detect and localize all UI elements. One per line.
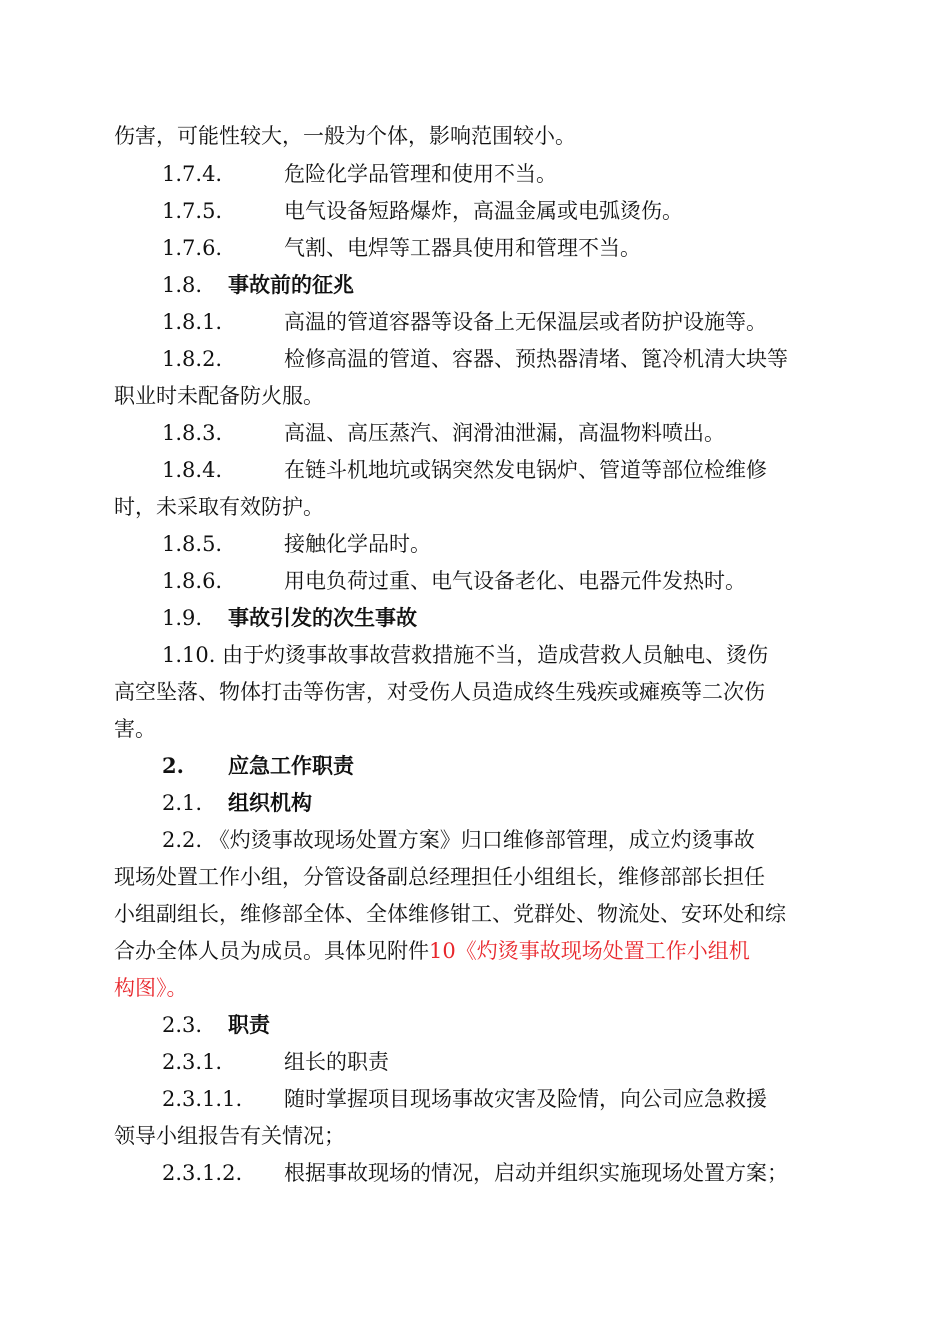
text: 现场处置工作小组，分管设备副总经理担任小组组长，维修部部长担任 — [114, 865, 765, 889]
paragraph-line — [114, 711, 844, 747]
heading-text: 事故引发的次生事故 — [228, 605, 417, 630]
item-1-8-6 — [162, 563, 892, 599]
text: 害。 — [114, 717, 156, 741]
heading-2-1 — [162, 785, 892, 821]
item-text: 高温、高压蒸汽、润滑油泄漏，高温物料喷出。 — [284, 421, 725, 445]
heading-number: 2.1. — [162, 791, 203, 815]
paragraph-line — [114, 1118, 844, 1154]
heading-1-9 — [162, 600, 892, 636]
heading-text: 事故前的征兆 — [228, 272, 354, 297]
item-text: 危险化学品管理和使用不当。 — [284, 162, 557, 186]
item-text: 高温的管道容器等设备上无保温层或者防护设施等。 — [284, 310, 767, 334]
paragraph-line — [114, 933, 844, 969]
heading-text: 职责 — [228, 1012, 270, 1037]
text: 2.2. 《灼烫事故现场处置方案》归口维修部管理，成立灼烫事故 — [162, 828, 755, 852]
text: 职业时未配备防火服。 — [114, 384, 324, 408]
paragraph-line — [114, 118, 844, 154]
text: 时，未采取有效防护。 — [114, 495, 324, 519]
paragraph-2-2 — [162, 822, 844, 858]
item-1-8-5 — [162, 526, 892, 562]
item-number: 1.8.5. — [162, 532, 223, 556]
item-number: 2.3.1.2. — [162, 1161, 243, 1185]
heading-number: 2. — [162, 753, 184, 778]
text: 合办全体人员为成员。具体见附件 — [114, 939, 429, 963]
item-text: 根据事故现场的情况，启动并组织实施现场处置方案； — [284, 1161, 788, 1185]
item-2-3-1 — [162, 1044, 892, 1080]
item-number: 1.8.2. — [162, 347, 223, 371]
text: 1.10. 由于灼烫事故事故营救措施不当，造成营救人员触电、烫伤 — [162, 643, 769, 667]
paragraph-line — [114, 970, 844, 1006]
item-number: 1.8.6. — [162, 569, 223, 593]
item-text: 组长的职责 — [284, 1050, 389, 1074]
item-number: 1.8.4. — [162, 458, 223, 482]
item-text: 气割、电焊等工器具使用和管理不当。 — [284, 236, 641, 260]
item-number: 2.3.1. — [162, 1050, 223, 1074]
paragraph-line — [114, 896, 844, 932]
item-1-8-1 — [162, 304, 892, 340]
heading-number: 2.3. — [162, 1013, 203, 1037]
text: 小组副组长，维修部全体、全体维修钳工、党群处、物流处、安环处和综 — [114, 902, 786, 926]
item-text: 用电负荷过重、电气设备老化、电器元件发热时。 — [284, 569, 746, 593]
attachment-reference: 构图》。 — [114, 976, 188, 1000]
paragraph-line — [114, 674, 844, 710]
heading-text: 组织机构 — [228, 790, 312, 815]
paragraph-line — [114, 489, 844, 525]
text: 伤害，可能性较大，一般为个体，影响范围较小。 — [114, 124, 576, 148]
item-number: 1.7.6. — [162, 236, 223, 260]
heading-number: 1.8. — [162, 273, 203, 297]
item-text: 电气设备短路爆炸，高温金属或电弧烫伤。 — [284, 199, 683, 223]
item-1-7-5 — [162, 193, 892, 229]
item-1-7-6 — [162, 230, 892, 266]
item-text: 在链斗机地坑或锅突然发电锅炉、管道等部位检维修 — [284, 458, 767, 482]
item-text: 随时掌握项目现场事故灾害及险情，向公司应急救援 — [284, 1087, 767, 1111]
text: 高空坠落、物体打击等伤害，对受伤人员造成终生残疾或瘫痪等二次伤 — [114, 680, 765, 704]
paragraph-line — [114, 378, 844, 414]
paragraph-1-10 — [162, 637, 844, 673]
item-number: 1.7.4. — [162, 162, 223, 186]
item-number: 1.8.3. — [162, 421, 223, 445]
item-number: 1.7.5. — [162, 199, 223, 223]
item-2-3-1-1 — [162, 1081, 892, 1117]
heading-2 — [162, 748, 892, 784]
attachment-reference: 10《灼烫事故现场处置工作小组机 — [429, 939, 750, 963]
item-1-8-3 — [162, 415, 892, 451]
item-1-8-4 — [162, 452, 892, 488]
heading-2-3 — [162, 1007, 892, 1043]
item-number: 1.8.1. — [162, 310, 223, 334]
item-1-8-2 — [162, 341, 892, 377]
heading-text: 应急工作职责 — [228, 753, 354, 778]
item-text: 接触化学品时。 — [284, 532, 431, 556]
paragraph-line — [114, 859, 844, 895]
text: 领导小组报告有关情况； — [114, 1124, 345, 1148]
item-number: 2.3.1.1. — [162, 1087, 243, 1111]
heading-1-8 — [162, 267, 892, 303]
item-2-3-1-2 — [162, 1155, 892, 1191]
item-text: 检修高温的管道、容器、预热器清堵、篦冷机清大块等 — [284, 347, 788, 371]
item-1-7-4 — [162, 156, 892, 192]
heading-number: 1.9. — [162, 606, 203, 630]
